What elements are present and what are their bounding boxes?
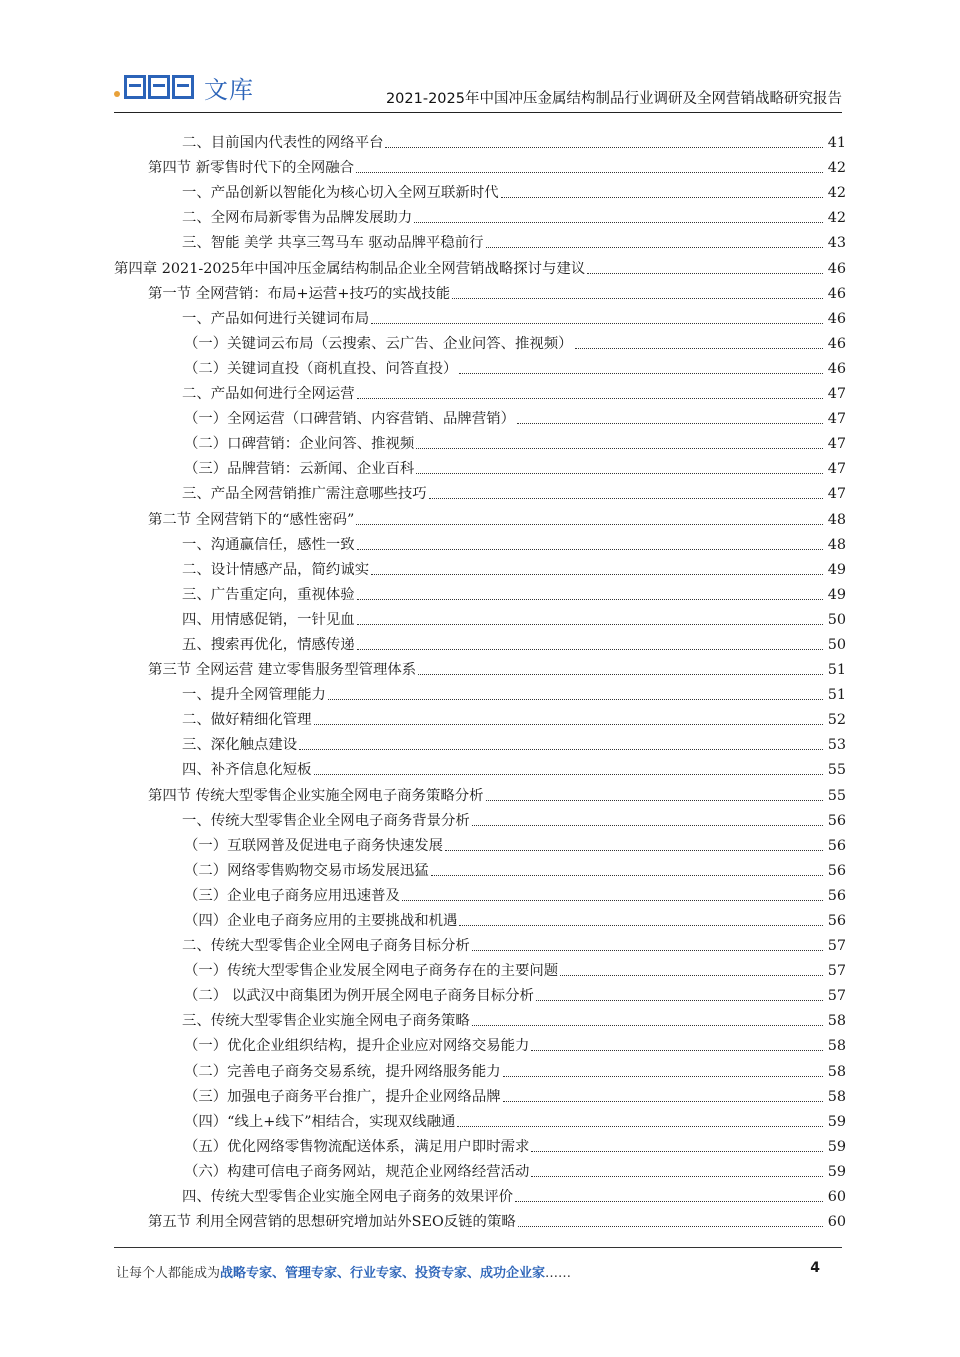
toc-entry-label: 第三节 全网运营 建立零售服务型管理体系 (148, 662, 417, 679)
toc-entry-page: 58 (827, 1038, 846, 1055)
toc-entry-page: 46 (827, 335, 846, 352)
toc-dot-leader (356, 523, 823, 525)
toc-entry[interactable] (114, 404, 846, 429)
table-of-contents (114, 128, 846, 1232)
toc-dot-leader (418, 673, 823, 675)
toc-entry[interactable] (114, 304, 846, 329)
toc-dot-leader (560, 974, 823, 976)
toc-entry-page: 59 (827, 1163, 846, 1180)
toc-entry-page: 53 (827, 737, 846, 754)
toc-entry-page: 48 (827, 536, 846, 553)
toc-entry-label: 第四章 2021-2025年中国冲压金属结构制品企业全网营销战略探讨与建议 (114, 260, 586, 277)
toc-entry[interactable] (114, 730, 846, 755)
toc-entry-page: 52 (827, 712, 846, 729)
toc-entry[interactable] (114, 329, 846, 354)
toc-entry[interactable] (114, 1082, 846, 1107)
toc-entry[interactable] (114, 1132, 846, 1157)
toc-entry-page: 46 (827, 360, 846, 377)
toc-entry[interactable] (114, 454, 846, 479)
toc-entry-label: 第二节 全网营销下的“感性密码” (148, 511, 355, 528)
toc-entry-label: （一）全网运营（口碑营销、内容营销、品牌营销） (184, 411, 515, 428)
toc-entry-label: 二、产品如何进行全网运营 (182, 386, 355, 403)
toc-entry-label: （二）网络零售购物交易市场发展迅猛 (184, 862, 429, 879)
toc-entry-label: （四）“线上+线下”相结合，实现双线融通 (184, 1113, 456, 1130)
toc-dot-leader (459, 372, 823, 374)
toc-entry[interactable] (114, 705, 846, 730)
toc-dot-leader (314, 773, 823, 775)
toc-dot-leader (357, 548, 823, 550)
toc-entry-page: 43 (827, 235, 846, 252)
toc-dot-leader (517, 422, 823, 424)
toc-dot-leader (457, 1125, 823, 1127)
toc-entry-label: （二）口碑营销：企业问答、推视频 (184, 436, 415, 453)
toc-entry-page: 59 (827, 1113, 846, 1130)
toc-entry[interactable] (114, 755, 846, 780)
toc-entry-label: 三、广告重定向，重视体验 (182, 586, 355, 603)
toc-entry-page: 56 (827, 862, 846, 879)
toc-entry-page: 46 (827, 285, 846, 302)
toc-dot-leader (518, 1225, 823, 1227)
toc-entry-label: （一）传统大型零售企业发展全网电子商务存在的主要问题 (184, 963, 559, 980)
toc-entry[interactable] (114, 1031, 846, 1056)
toc-entry-label: （三）加强电子商务平台推广，提升企业网络品牌 (184, 1088, 501, 1105)
toc-entry[interactable] (114, 228, 846, 253)
toc-entry-label: 四、用情感促销，一针见血 (182, 611, 355, 628)
toc-entry-page: 60 (827, 1214, 846, 1231)
toc-entry[interactable] (114, 580, 846, 605)
toc-dot-leader (501, 196, 823, 198)
toc-entry-page: 55 (827, 762, 846, 779)
toc-entry-page: 42 (827, 210, 846, 227)
toc-dot-leader (531, 1150, 823, 1152)
toc-entry-page: 46 (827, 260, 846, 277)
toc-entry-page: 56 (827, 812, 846, 829)
toc-entry-page: 42 (827, 160, 846, 177)
toc-entry-page: 55 (827, 787, 846, 804)
toc-dot-leader (416, 472, 823, 474)
toc-entry-page: 60 (827, 1189, 846, 1206)
toc-dot-leader (357, 397, 823, 399)
toc-entry-label: 三、产品全网营销推广需注意哪些技巧 (182, 486, 427, 503)
toc-dot-leader (357, 623, 823, 625)
toc-entry-page: 56 (827, 837, 846, 854)
toc-dot-leader (536, 999, 823, 1001)
toc-entry[interactable] (114, 128, 846, 153)
toc-entry-label: （三）品牌营销：云新闻、企业百科 (184, 461, 415, 478)
toc-dot-leader (328, 698, 823, 700)
toc-dot-leader (452, 297, 823, 299)
toc-entry[interactable] (114, 379, 846, 404)
footer-slogan (116, 1262, 571, 1281)
toc-entry-page: 49 (827, 586, 846, 603)
toc-entry-page: 51 (827, 687, 846, 704)
toc-entry[interactable] (114, 178, 846, 203)
footer-divider (114, 1247, 842, 1248)
footer-highlight: 战略专家、管理专家、行业专家、投资专家、成功企业家 (220, 1266, 546, 1281)
toc-entry-page: 51 (827, 662, 846, 679)
toc-entry-label: 第一节 全网营销：布局+运营+技巧的实战技能 (148, 285, 451, 302)
page-number: 4 (810, 1260, 820, 1276)
toc-entry[interactable] (114, 1207, 846, 1232)
toc-dot-leader (357, 598, 823, 600)
toc-entry-label: 一、传统大型零售企业全网电子商务背景分析 (182, 812, 470, 829)
toc-entry-page: 48 (827, 511, 846, 528)
toc-entry-page: 56 (827, 887, 846, 904)
toc-entry-page: 42 (827, 185, 846, 202)
toc-dot-leader (385, 146, 823, 148)
toc-dot-leader (431, 874, 823, 876)
toc-dot-leader (486, 799, 823, 801)
toc-dot-leader (486, 246, 823, 248)
toc-entry-page: 59 (827, 1138, 846, 1155)
toc-entry[interactable] (114, 1157, 846, 1182)
toc-dot-leader (414, 221, 823, 223)
toc-entry[interactable] (114, 279, 846, 304)
toc-entry-page: 47 (827, 386, 846, 403)
toc-entry-label: 四、传统大型零售企业实施全网电子商务的效果评价 (182, 1189, 513, 1206)
toc-entry-label: 二、目前国内代表性的网络平台 (182, 135, 384, 152)
toc-dot-leader (515, 1200, 823, 1202)
toc-entry-page: 57 (827, 988, 846, 1005)
toc-entry-page: 47 (827, 411, 846, 428)
toc-entry[interactable] (114, 831, 846, 856)
toc-entry[interactable] (114, 780, 846, 805)
toc-entry-label: （二）关键词直投（商机直投、问答直投） (184, 360, 458, 377)
logo-mark-icon (124, 75, 196, 99)
toc-dot-leader (503, 1075, 823, 1077)
toc-entry-label: 二、全网布局新零售为品牌发展助力 (182, 210, 413, 227)
toc-entry[interactable] (114, 655, 846, 680)
toc-dot-leader (472, 949, 823, 951)
toc-entry[interactable] (114, 1107, 846, 1132)
toc-entry-page: 57 (827, 963, 846, 980)
toc-entry[interactable] (114, 906, 846, 931)
toc-entry-label: 四、补齐信息化短板 (182, 762, 312, 779)
toc-entry-page: 58 (827, 1088, 846, 1105)
toc-entry-page: 50 (827, 636, 846, 653)
toc-dot-leader (371, 573, 823, 575)
toc-dot-leader (402, 899, 823, 901)
toc-entry-label: （三）企业电子商务应用迅速普及 (184, 887, 400, 904)
toc-entry-label: （四）企业电子商务应用的主要挑战和机遇 (184, 913, 458, 929)
toc-entry-page: 47 (827, 461, 846, 478)
toc-entry[interactable] (114, 956, 846, 981)
toc-dot-leader (531, 1049, 823, 1051)
toc-dot-leader (587, 272, 823, 274)
logo (114, 70, 254, 104)
toc-entry-label: 第四节 新零售时代下的全网融合 (148, 160, 355, 177)
toc-entry-page: 58 (827, 1013, 846, 1030)
toc-entry[interactable] (114, 354, 846, 379)
toc-entry-label: 二、做好精细化管理 (182, 712, 312, 729)
toc-entry-label: 二、传统大型零售企业全网电子商务目标分析 (182, 938, 470, 955)
toc-dot-leader (472, 824, 823, 826)
toc-entry-label: （二） 以武汉中商集团为例开展全网电子商务目标分析 (184, 988, 534, 1005)
toc-entry-label: 第四节 传统大型零售企业实施全网电子商务策略分析 (148, 787, 484, 804)
page-header (114, 64, 842, 113)
toc-dot-leader (503, 1100, 823, 1102)
toc-entry-label: 三、智能 美学 共享三驾马车 驱动品牌平稳前行 (182, 235, 484, 252)
toc-dot-leader (472, 1024, 823, 1026)
toc-entry[interactable] (114, 1056, 846, 1081)
toc-entry[interactable] (114, 479, 846, 504)
toc-entry-label: 五、搜索再优化，情感传递 (182, 636, 355, 653)
toc-dot-leader (314, 723, 823, 725)
toc-entry[interactable] (114, 530, 846, 555)
toc-entry[interactable] (114, 555, 846, 580)
toc-entry-page: 56 (827, 913, 846, 929)
toc-entry-label: （六）构建可信电子商务网站，规范企业网络经营活动 (184, 1163, 530, 1180)
toc-dot-leader (299, 748, 823, 750)
toc-dot-leader (575, 347, 823, 349)
toc-entry[interactable] (114, 253, 846, 278)
toc-dot-leader (445, 849, 823, 851)
toc-entry-page: 47 (827, 436, 846, 453)
toc-entry-label: 三、传统大型零售企业实施全网电子商务策略 (182, 1013, 470, 1030)
toc-entry[interactable] (114, 203, 846, 228)
logo-dot-icon (114, 91, 120, 97)
toc-entry-label: （五）优化网络零售物流配送体系，满足用户即时需求 (184, 1138, 530, 1155)
toc-entry-label: 三、深化触点建设 (182, 737, 298, 754)
toc-entry-label: 第五节 利用全网营销的思想研究增加站外SEO反链的策略 (148, 1214, 516, 1231)
toc-entry-label: （一）关键词云布局（云搜索、云广告、企业问答、推视频） (184, 335, 573, 352)
toc-entry[interactable] (114, 931, 846, 956)
toc-entry-label: 一、产品创新以智能化为核心切入全网互联新时代 (182, 185, 499, 202)
toc-dot-leader (416, 447, 823, 449)
toc-entry[interactable] (114, 680, 846, 705)
toc-entry-page: 46 (827, 310, 846, 327)
footer-suffix: …… (545, 1266, 572, 1281)
logo-text: 文库 (204, 75, 254, 104)
toc-entry[interactable] (114, 504, 846, 529)
toc-entry[interactable] (114, 856, 846, 881)
toc-dot-leader (531, 1175, 823, 1177)
toc-entry-page: 49 (827, 561, 846, 578)
toc-dot-leader (356, 171, 823, 173)
toc-entry[interactable] (114, 153, 846, 178)
toc-entry-page: 57 (827, 938, 846, 955)
toc-entry-label: 一、提升全网管理能力 (182, 687, 326, 704)
toc-entry[interactable] (114, 605, 846, 630)
toc-entry[interactable] (114, 981, 846, 1006)
toc-entry[interactable] (114, 1006, 846, 1031)
toc-entry-label: 一、产品如何进行关键词布局 (182, 310, 370, 327)
toc-entry[interactable] (114, 429, 846, 454)
toc-dot-leader (357, 648, 823, 650)
toc-entry-page: 58 (827, 1063, 846, 1080)
toc-entry-label: 一、沟通赢信任，感性一致 (182, 536, 355, 553)
toc-entry-page: 50 (827, 611, 846, 628)
toc-entry-page: 41 (827, 135, 846, 152)
footer-prefix: 让每个人都能成为 (116, 1266, 221, 1281)
toc-entry-label: 二、设计情感产品，简约诚实 (182, 561, 370, 578)
toc-entry-page: 47 (827, 486, 846, 503)
toc-dot-leader (459, 924, 823, 926)
toc-entry-label: （一）优化企业组织结构，提升企业应对网络交易能力 (184, 1038, 530, 1055)
toc-entry-label: （二）完善电子商务交易系统，提升网络服务能力 (184, 1063, 501, 1080)
report-title: 2021-2025年中国冲压金属结构制品行业调研及全网营销战略研究报告 (385, 91, 842, 107)
toc-dot-leader (371, 322, 823, 324)
toc-dot-leader (429, 497, 823, 499)
toc-entry[interactable] (114, 630, 846, 655)
toc-entry[interactable] (114, 806, 846, 831)
toc-entry[interactable] (114, 881, 846, 906)
toc-entry[interactable] (114, 1182, 846, 1207)
toc-entry-label: （一）互联网普及促进电子商务快速发展 (184, 837, 444, 854)
